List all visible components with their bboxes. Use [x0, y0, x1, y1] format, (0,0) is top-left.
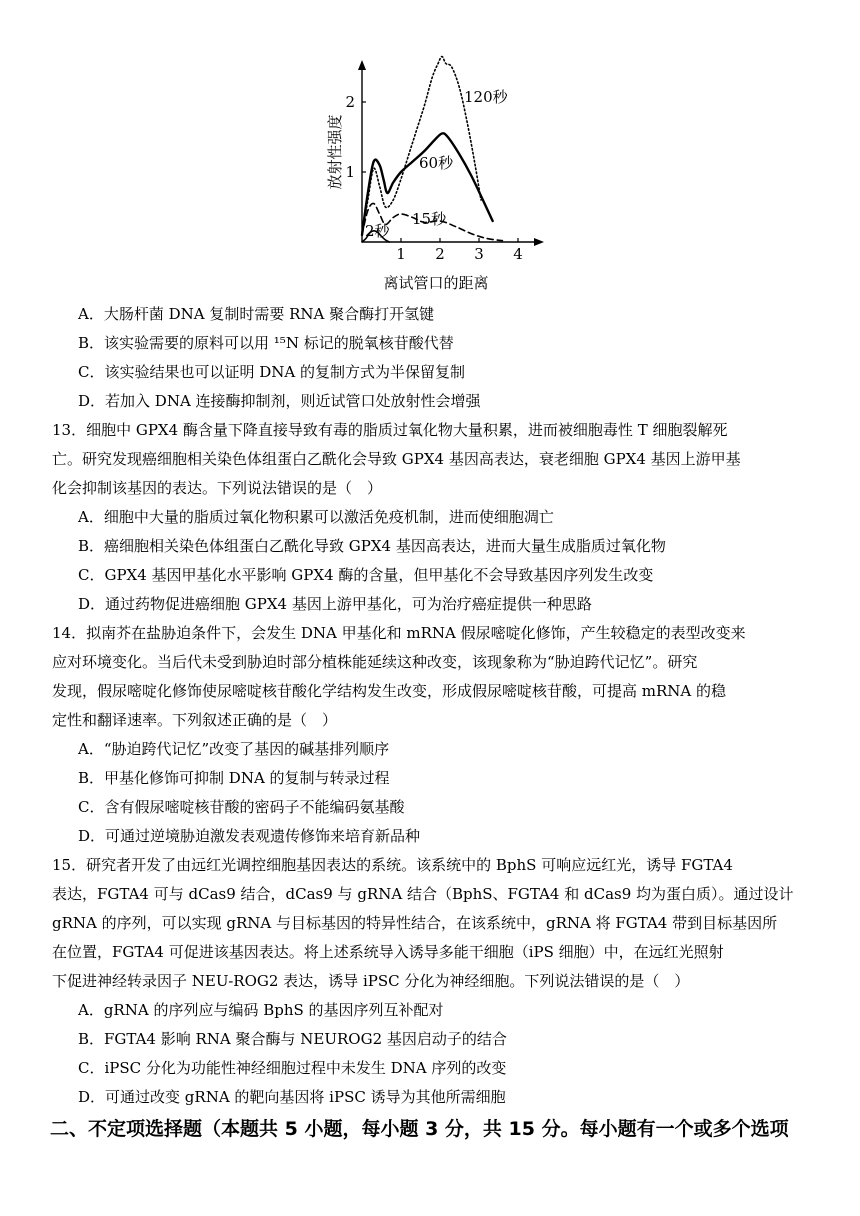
series-label: 120秒: [464, 88, 508, 106]
question-stem-line: 化会抑制该基因的表达。下列说法错误的是（ ）: [52, 479, 383, 497]
answer-option: A．“胁迫跨代记忆”改变了基因的碱基排列顺序: [78, 740, 390, 758]
x-tick-label: 3: [474, 245, 484, 263]
y-tick-label: 2: [345, 93, 355, 111]
question-stem-line: 15．研究者开发了由远红光调控细胞基因表达的系统。该系统中的 BphS 可响应远红光，诱导 FGTA4: [52, 856, 733, 874]
question-stem-line: 13．细胞中 GPX4 酶含量下降直接导致有毒的脂质过氧化物大量积累，进而被细胞毒性 T 细胞裂解死: [52, 421, 728, 439]
answer-option: A．gRNA 的序列应与编码 BphS 的基因序列互补配对: [78, 1001, 444, 1019]
series-label: 2秒: [365, 222, 390, 240]
x-tick-label: 4: [513, 245, 523, 263]
x-axis-arrow: [534, 238, 544, 246]
answer-option: D．若加入 DNA 连接酶抑制剂，则近试管口处放射性会增强: [78, 392, 481, 410]
chart-axes: [358, 60, 544, 246]
section-heading: 二、不定项选择题（本题共 5 小题，每小题 3 分，共 15 分。每小题有一个或多个选项: [50, 1118, 789, 1140]
y-tick-label: 1: [345, 163, 355, 181]
series-label: 60秒: [419, 154, 454, 172]
radioactivity-chart: [318, 52, 548, 294]
question-stem-line: 14．拟南芥在盐胁迫条件下，会发生 DNA 甲基化和 mRNA 假尿嘧啶化修饰，产生较稳定的表型改变来: [52, 624, 746, 642]
series-label: 15秒: [412, 210, 447, 228]
answer-option: C．该实验结果也可以证明 DNA 的复制方式为半保留复制: [78, 363, 465, 381]
question-stem-line: 应对环境变化。当后代未受到胁迫时部分植株能延续这种改变，该现象称为“胁迫跨代记忆”。研究: [52, 653, 698, 671]
answer-option: B．癌细胞相关染色体组蛋白乙酰化导致 GPX4 基因高表达，进而大量生成脂质过氧化物: [78, 537, 666, 555]
answer-option: D．可通过逆境胁迫激发表观遗传修饰来培育新品种: [78, 827, 421, 845]
answer-option: C．含有假尿嘧啶核苷酸的密码子不能编码氨基酸: [78, 798, 405, 816]
chart-svg: [318, 52, 548, 294]
x-tick-label: 1: [396, 245, 406, 263]
answer-option: B．该实验需要的原料可以用 ¹⁵N 标记的脱氧核苷酸代替: [78, 334, 454, 352]
answer-option: B．甲基化修饰可抑制 DNA 的复制与转录过程: [78, 769, 390, 787]
question-stem-line: 下促进神经转录因子 NEU-ROG2 表达，诱导 iPSC 分化为神经细胞。下列说法错误的是（ ）: [52, 972, 690, 990]
chart-labels: [326, 88, 523, 292]
question-stem-line: 发现，假尿嘧啶化修饰使尿嘧啶核苷酸化学结构发生改变，形成假尿嘧啶核苷酸，可提高 mRNA 的稳: [52, 682, 727, 700]
question-text: [52, 300, 812, 1146]
series-line: [362, 57, 481, 236]
answer-option: D．可通过改变 gRNA 的靶向基因将 iPSC 诱导为其他所需细胞: [78, 1088, 506, 1106]
question-stem-line: 在位置，FGTA4 可促进该基因表达。将上述系统导入诱导多能干细胞（iPS 细胞）中，在远红光照射: [52, 943, 724, 961]
question-stem-line: 亡。研究发现癌细胞相关染色体组蛋白乙酰化会导致 GPX4 基因高表达，衰老细胞 GPX4 基因上游甲基: [52, 450, 741, 468]
answer-option: B．FGTA4 影响 RNA 聚合酶与 NEUROG2 基因启动子的结合: [78, 1030, 507, 1048]
x-axis-label: 离试管口的距离: [383, 274, 489, 292]
answer-option: C．iPSC 分化为功能性神经细胞过程中未发生 DNA 序列的改变: [78, 1059, 507, 1077]
x-tick-label: 2: [435, 245, 445, 263]
answer-option: A．大肠杆菌 DNA 复制时需要 RNA 聚合酶打开氢键: [78, 305, 435, 323]
question-stem-line: 表达，FGTA4 可与 dCas9 结合，dCas9 与 gRNA 结合（BphS、FGTA4 和 dCas9 均为蛋白质）。通过设计: [52, 885, 794, 903]
question-stem-line: 定性和翻译速率。下列叙述正确的是（ ）: [52, 711, 338, 729]
answer-option: A．细胞中大量的脂质过氧化物积累可以激活免疫机制，进而使细胞凋亡: [78, 508, 554, 526]
question-stem-line: gRNA 的序列，可以实现 gRNA 与目标基因的特异性结合，在该系统中，gRNA 将 FGTA4 带到目标基因所: [52, 914, 778, 932]
y-axis-arrow: [358, 60, 366, 70]
answer-option: C．GPX4 基因甲基化水平影响 GPX4 酶的含量，但甲基化不会导致基因序列发生改变: [78, 566, 654, 584]
answer-option: D．通过药物促进癌细胞 GPX4 基因上游甲基化，可为治疗癌症提供一种思路: [78, 595, 592, 613]
y-axis-label: 放射性强度: [326, 114, 344, 190]
